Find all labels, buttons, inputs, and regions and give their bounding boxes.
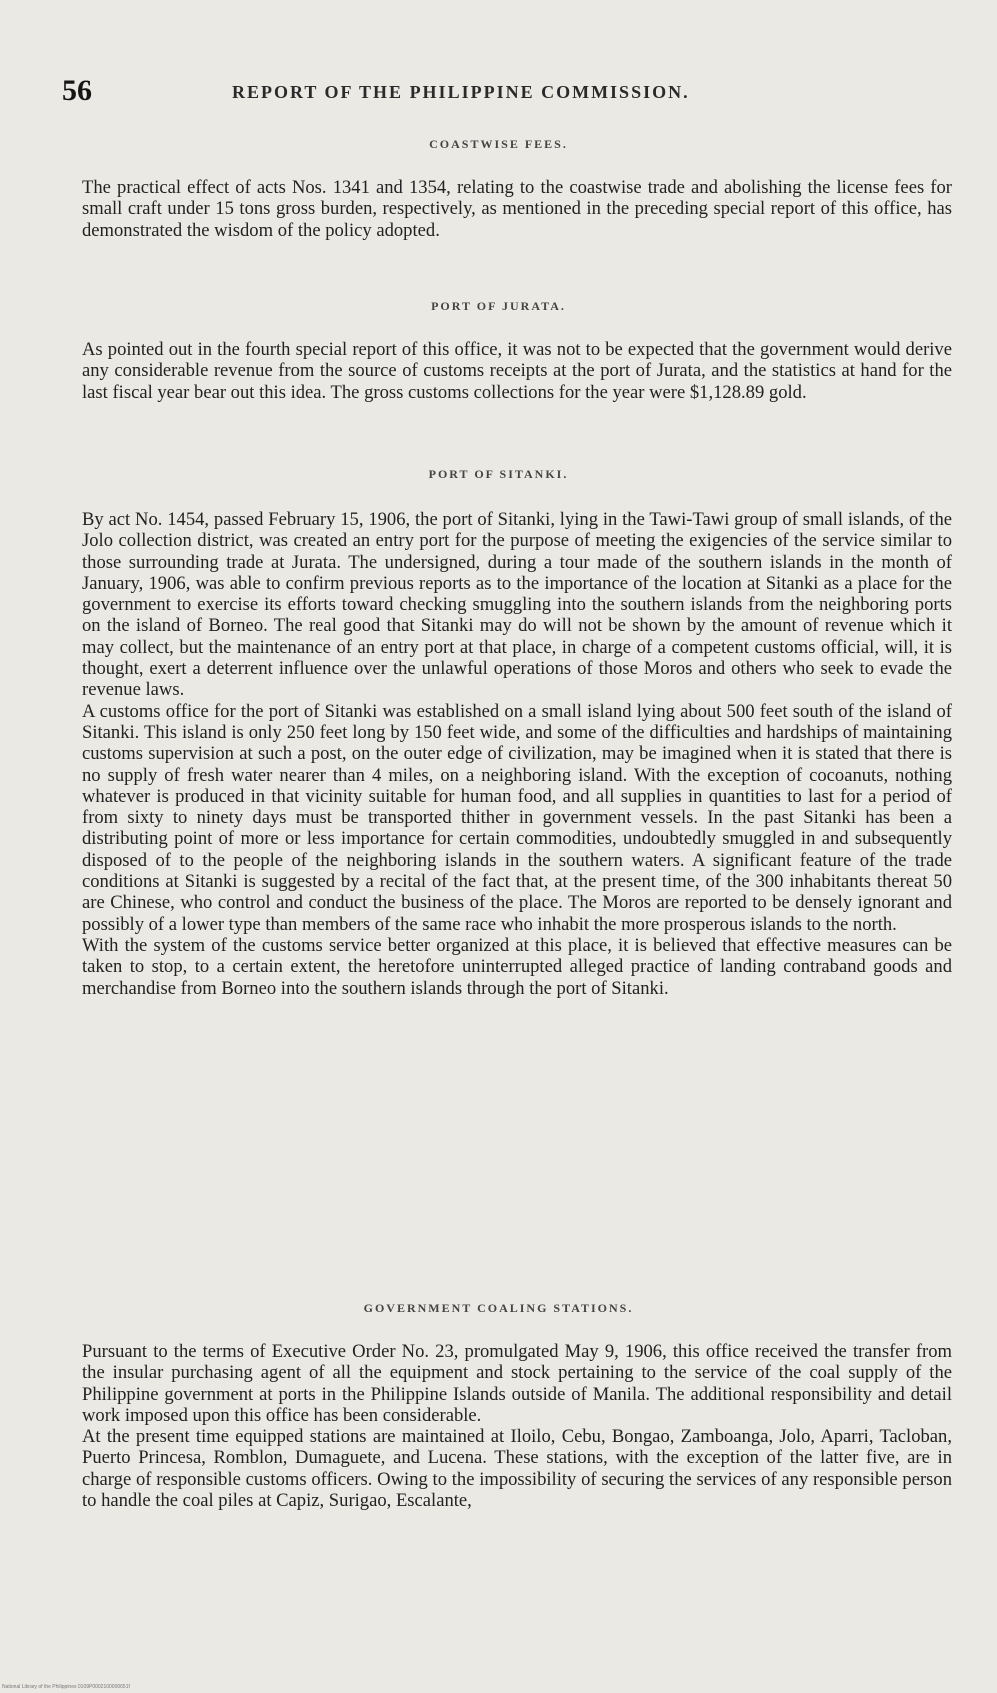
section-heading-port-of-sitanki: PORT OF SITANKI. [428, 467, 569, 481]
paragraph: With the system of the customs service better organized at this place, it is believed that effective measures can be taken to stop, to a certain extent, the heretofore uninterrupted alleged practice of landing contraband goods and merchandise from Borneo into the southern islands through the port of Sitanki. [82, 934, 952, 999]
section-body-government-coaling-stations [82, 1341, 952, 1511]
section-heading-government-coaling-stations: GOVERNMENT COALING STATIONS. [363, 1301, 634, 1315]
section-heading-coastwise-fees: COASTWISE FEES. [429, 137, 568, 151]
paragraph: At the present time equipped stations are maintained at Iloilo, Cebu, Bongao, Zamboanga, Jolo, Aparri, Tacloban, Puerto Princesa, Romblon, Dumaguete, and Lucena. These stations, with the exception of the latter five, are in charge of responsible customs officers. Owing to the impossibility of securing the services of any responsible person to handle the coal piles at Capiz, Surigao, Escalante, [82, 1426, 952, 1512]
paragraph: The practical effect of acts Nos. 1341 and 1354, relating to the coastwise trade and abolishing the license fees for small craft under 15 tons gross burden, respectively, as mentioned in the preceding special report of this office, has demonstrated the wisdom of the policy adopted. [82, 177, 952, 241]
section-heading-port-of-jurata: PORT OF JURATA. [431, 299, 566, 313]
paragraph: By act No. 1454, passed February 15, 1906, the port of Sitanki, lying in the Tawi-Tawi group of small islands, of the Jolo collection district, was created an entry port for the purpose of meeting the exigencies of the service similar to those surrounding trade at Jurata. The undersigned, during a tour made of the southern islands in the month of January, 1906, was able to confirm previous reports as to the importance of the location at Sitanki as a place for the government to exercise its efforts toward checking smuggling into the southern islands from the neighboring ports on the island of Borneo. The real good that Sitanki may do will not be shown by the amount of revenue which it may collect, but the maintenance of an entry port at that place, in charge of a competent customs official, will, it is thought, exert a deterrent influence over the unlawful operations of those Moros and others who seek to evade the revenue laws. [82, 509, 952, 701]
running-head: REPORT OF THE PHILIPPINE COMMISSION. [232, 82, 690, 102]
section-body-port-of-jurata [82, 339, 952, 403]
scan-source-line: National Library of the Philippines 0109P0002100000651f [2, 1684, 130, 1690]
paragraph: As pointed out in the fourth special report of this office, it was not to be expected that the government would derive any considerable revenue from the source of customs receipts at the port of Jurata, and the statistics at hand for the last fiscal year bear out this idea. The gross customs collections for the year were $1,128.89 gold. [82, 339, 952, 403]
page-number: 56 [62, 74, 92, 107]
section-body-coastwise-fees [82, 177, 952, 241]
section-body-port-of-sitanki [82, 509, 952, 999]
paragraph: Pursuant to the terms of Executive Order No. 23, promulgated May 9, 1906, this office received the transfer from the insular purchasing agent of all the equipment and stock pertaining to the service of the coal supply of the Philippine government at ports in the Philippine Islands outside of Manila. The additional responsibility and detail work imposed upon this office has been considerable. [82, 1341, 952, 1426]
paragraph: A customs office for the port of Sitanki was established on a small island lying about 500 feet south of the island of Sitanki. This island is only 250 feet long by 150 feet wide, and some of the difficulties and hardships of maintaining customs supervision at such a post, on the outer edge of civilization, may be imagined when it is stated that there is no supply of fresh water nearer than 4 miles, on a neighboring island. With the exception of cocoanuts, nothing whatever is produced in that vicinity suitable for human food, and all supplies in quantities to last for a period of from sixty to ninety days must be transported thither in government vessels. In the past Sitanki has been a distributing point of more or less importance for certain commodities, undoubtedly smuggled in and subsequently disposed of to the people of the neighboring islands in the southern waters. A significant feature of the trade conditions at Sitanki is suggested by a recital of the fact that, at the present time, of the 300 inhabitants thereat 50 are Chinese, who control and conduct the business of the place. The Moros are reported to be densely ignorant and possibly of a lower type than members of the same race who inhabit the more prosperous islands to the north. [82, 700, 952, 935]
